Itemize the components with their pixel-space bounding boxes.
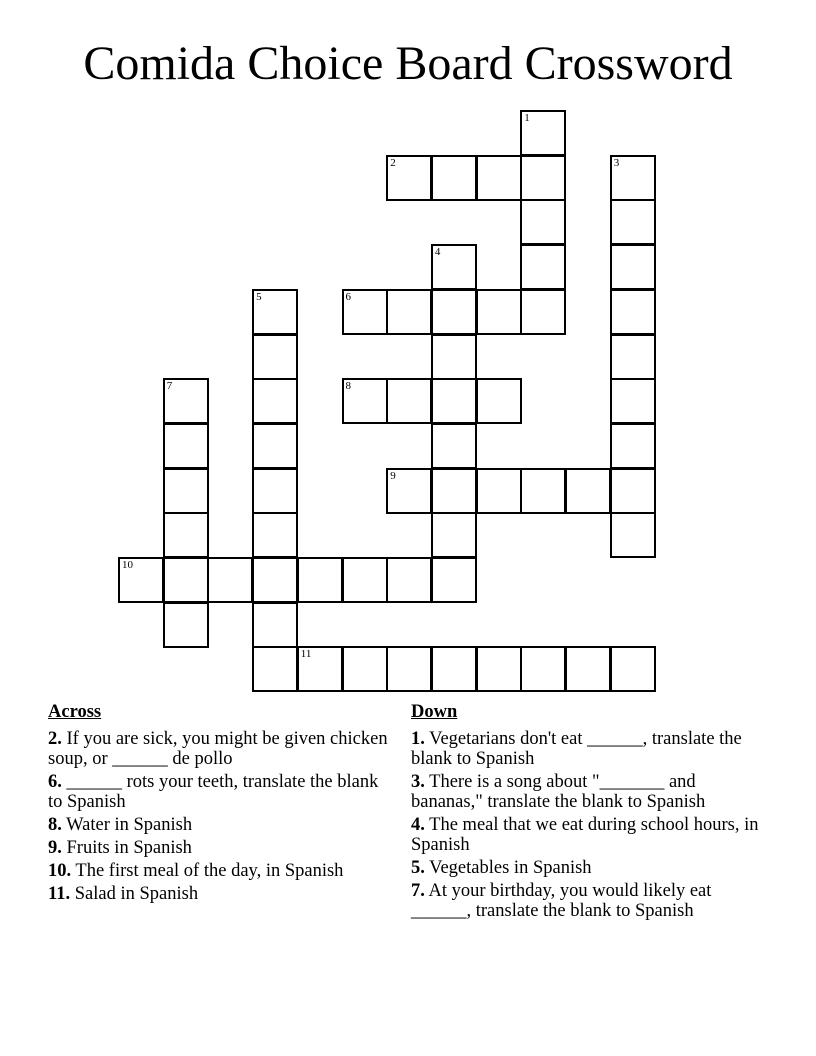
crossword-cell[interactable] bbox=[342, 289, 388, 335]
clue-down-1 bbox=[411, 729, 771, 769]
clue-across-9 bbox=[48, 838, 393, 858]
crossword-cell[interactable] bbox=[431, 468, 477, 514]
crossword-cell[interactable] bbox=[386, 289, 432, 335]
crossword-cell[interactable] bbox=[431, 378, 477, 424]
clue-number-label: 5 bbox=[256, 290, 262, 303]
clue-across-11 bbox=[48, 884, 393, 904]
crossword-cell[interactable] bbox=[252, 646, 298, 692]
crossword-cell[interactable] bbox=[252, 289, 298, 335]
clue-number: 2. bbox=[48, 729, 62, 749]
clue-number-label: 9 bbox=[390, 469, 396, 482]
crossword-cell[interactable] bbox=[342, 378, 388, 424]
clue-number: 6. bbox=[48, 772, 62, 792]
crossword-cell[interactable] bbox=[520, 199, 566, 245]
across-heading: Across bbox=[48, 702, 102, 722]
clue-number: 7. bbox=[411, 881, 425, 901]
clue-across-2 bbox=[48, 729, 393, 769]
crossword-cell[interactable] bbox=[163, 378, 209, 424]
crossword-cell[interactable] bbox=[252, 468, 298, 514]
clue-number-label: 1 bbox=[524, 112, 530, 124]
crossword-cell[interactable] bbox=[610, 646, 656, 692]
clue-text: Salad in Spanish bbox=[70, 884, 199, 904]
crossword-cell[interactable] bbox=[610, 155, 656, 201]
crossword-cell[interactable] bbox=[431, 334, 477, 380]
crossword-cell[interactable] bbox=[342, 557, 388, 603]
crossword-cell[interactable] bbox=[252, 602, 298, 648]
crossword-cell[interactable] bbox=[565, 646, 611, 692]
crossword-cell[interactable] bbox=[520, 155, 566, 201]
crossword-cell[interactable] bbox=[207, 557, 253, 603]
crossword-cell[interactable] bbox=[386, 378, 432, 424]
crossword-cell[interactable] bbox=[386, 468, 432, 514]
crossword-cell[interactable] bbox=[386, 646, 432, 692]
crossword-cell[interactable] bbox=[431, 512, 477, 558]
clue-number: 1. bbox=[411, 729, 425, 749]
clue-across-8 bbox=[48, 815, 393, 835]
crossword-cell[interactable] bbox=[386, 557, 432, 603]
clue-number: 9. bbox=[48, 838, 62, 858]
clue-text: Vegetables in Spanish bbox=[424, 858, 592, 878]
page-title: Comida Choice Board Crossword bbox=[83, 37, 733, 90]
clue-number-label: 3 bbox=[613, 156, 620, 169]
clue-number: 4. bbox=[411, 815, 425, 835]
clue-text: The meal that we eat during school hours, in Spanish bbox=[411, 815, 759, 855]
clue-across-10 bbox=[48, 861, 393, 881]
crossword-cell[interactable] bbox=[252, 512, 298, 558]
crossword-cell[interactable] bbox=[610, 378, 656, 424]
crossword-cell[interactable] bbox=[431, 646, 477, 692]
crossword-cell[interactable] bbox=[520, 289, 566, 335]
crossword-cell[interactable] bbox=[476, 155, 522, 201]
clue-number: 3. bbox=[411, 772, 425, 792]
clue-down-7 bbox=[411, 881, 771, 921]
crossword-cell[interactable] bbox=[610, 468, 656, 514]
clue-text: If you are sick, you might be given chicken soup, or ______ de pollo bbox=[48, 729, 388, 769]
crossword-cell[interactable] bbox=[610, 423, 656, 469]
crossword-cell[interactable] bbox=[520, 244, 566, 290]
crossword-cell[interactable] bbox=[163, 602, 209, 648]
crossword-cell[interactable] bbox=[565, 468, 611, 514]
crossword-cell[interactable] bbox=[520, 646, 566, 692]
crossword-cell[interactable] bbox=[610, 199, 656, 245]
clue-number-label: 4 bbox=[434, 246, 441, 259]
clue-down-5 bbox=[411, 858, 771, 878]
clue-number-label: 11 bbox=[300, 648, 312, 661]
crossword-cell[interactable] bbox=[431, 244, 477, 290]
crossword-cell[interactable] bbox=[297, 646, 343, 692]
clue-text: At your birthday, you would likely eat ______, translate the blank to Spanish bbox=[411, 881, 712, 921]
clue-number: 11. bbox=[48, 884, 71, 904]
crossword-cell[interactable] bbox=[476, 646, 522, 692]
clue-number-label: 6 bbox=[345, 290, 351, 303]
crossword-cell[interactable] bbox=[297, 557, 343, 603]
clue-text: Water in Spanish bbox=[61, 815, 193, 835]
crossword-cell[interactable] bbox=[252, 378, 298, 424]
crossword-cell[interactable] bbox=[610, 512, 656, 558]
crossword-cell[interactable] bbox=[476, 289, 522, 335]
clue-across-6 bbox=[48, 772, 393, 812]
clue-text: Vegetarians don't eat ______, translate the blank to Spanish bbox=[411, 729, 742, 769]
clue-number: 5. bbox=[411, 858, 425, 878]
clue-text: The first meal of the day, in Spanish bbox=[71, 861, 344, 881]
clue-text: Fruits in Spanish bbox=[61, 838, 192, 858]
down-clues bbox=[411, 702, 771, 924]
crossword-cell[interactable] bbox=[476, 378, 522, 424]
crossword-cell[interactable] bbox=[163, 512, 209, 558]
crossword-cell[interactable] bbox=[342, 646, 388, 692]
clue-number: 8. bbox=[48, 815, 62, 835]
crossword-cell[interactable] bbox=[163, 423, 209, 469]
crossword-cell[interactable] bbox=[252, 423, 298, 469]
clue-number-label: 10 bbox=[122, 559, 133, 571]
crossword-cell[interactable] bbox=[431, 557, 477, 603]
clue-number: 10. bbox=[48, 861, 72, 881]
down-heading: Down bbox=[411, 702, 458, 722]
crossword-cell[interactable] bbox=[610, 244, 656, 290]
across-clues bbox=[48, 702, 393, 907]
clue-number-label: 2 bbox=[390, 156, 396, 169]
crossword-cell[interactable] bbox=[252, 334, 298, 380]
crossword-cell[interactable] bbox=[163, 557, 209, 603]
crossword-cell[interactable] bbox=[520, 110, 566, 156]
crossword-cell[interactable] bbox=[431, 423, 477, 469]
clue-number-label: 7 bbox=[166, 380, 173, 393]
crossword-cell[interactable] bbox=[476, 468, 522, 514]
clue-text: ______ rots your teeth, translate the blank to Spanish bbox=[48, 772, 379, 812]
crossword-cell[interactable] bbox=[386, 155, 432, 201]
clue-down-3 bbox=[411, 772, 771, 812]
crossword-cell[interactable] bbox=[520, 468, 566, 514]
clue-text: There is a song about "_______ and bananas," translate the blank to Spanish bbox=[411, 772, 706, 812]
crossword-cell[interactable] bbox=[252, 557, 298, 603]
crossword-cell[interactable] bbox=[610, 289, 656, 335]
clue-down-4 bbox=[411, 815, 771, 855]
crossword-cell[interactable] bbox=[610, 334, 656, 380]
crossword-cell[interactable] bbox=[163, 468, 209, 514]
crossword-cell[interactable] bbox=[431, 155, 477, 201]
crossword-cell[interactable] bbox=[431, 289, 477, 335]
clue-number-label: 8 bbox=[345, 380, 351, 393]
crossword-cell[interactable] bbox=[118, 557, 164, 603]
